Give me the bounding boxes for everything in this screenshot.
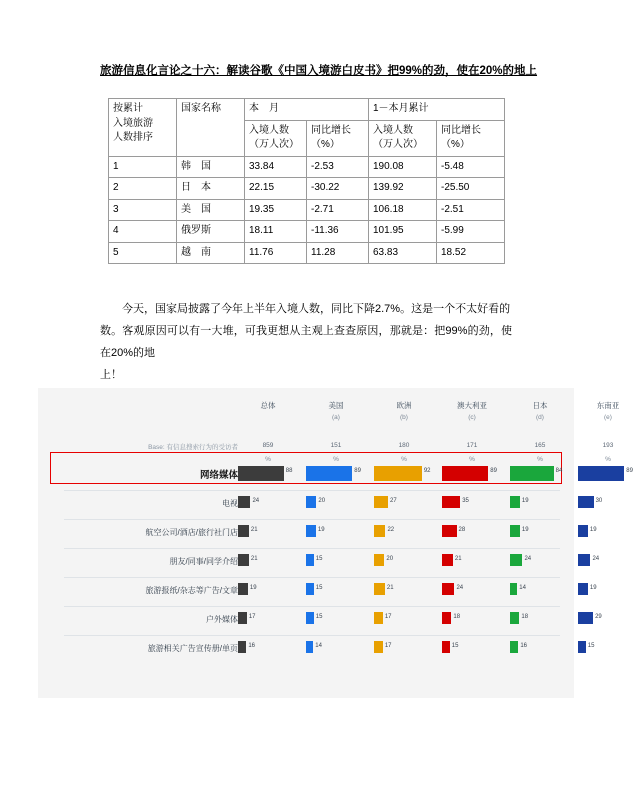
chart-bar — [238, 583, 257, 595]
header-current-month: 本 月 — [245, 99, 369, 121]
cell-cur-people: 19.35 — [245, 199, 307, 221]
chart-bar — [238, 641, 255, 653]
table-row — [109, 156, 505, 178]
cell-country: 日 本 — [177, 178, 245, 200]
chart-row-label: 网络媒体 — [199, 470, 238, 481]
paragraph-line-2: 数。客观原因可以有一大堆，可我更想从主观上查查原因，那就是：把99%的劲，使在20%的地 — [100, 325, 512, 359]
chart-bar — [238, 554, 258, 566]
chart-bar — [374, 554, 394, 566]
cell-rank: 1 — [109, 156, 177, 178]
chart-bar — [238, 612, 256, 624]
chart-unit-label: % — [469, 456, 475, 463]
chart-bar — [374, 641, 392, 653]
chart-row-divider — [64, 606, 560, 607]
subheader-cur-growth: 同比增长 （%） — [307, 120, 369, 156]
cell-cum-people: 101.95 — [369, 221, 437, 243]
chart-row-divider — [64, 548, 560, 549]
chart-bar — [510, 525, 529, 537]
chart-bar-value: 35 — [462, 498, 469, 504]
chart-column-header: 东南亚 — [596, 401, 620, 410]
cell-rank: 2 — [109, 178, 177, 200]
survey-chart-figure — [38, 388, 633, 698]
chart-column-header: 欧洲 — [396, 401, 412, 410]
chart-bar — [510, 612, 529, 624]
cell-cum-growth: -5.99 — [437, 221, 505, 243]
cell-cum-people: 139.92 — [369, 178, 437, 200]
chart-bar-value: 88 — [285, 468, 293, 474]
chart-bar-value: 84 — [555, 468, 563, 474]
chart-bar — [578, 466, 633, 481]
chart-row-label: 户外媒体 — [206, 615, 238, 624]
cell-cum-people: 190.08 — [369, 156, 437, 178]
chart-bar — [238, 466, 293, 481]
chart-bar-value: 15 — [315, 556, 323, 562]
chart-column-header: 日本 — [532, 401, 548, 410]
subheader-cur-people: 入境人数 （万人次） — [245, 120, 307, 156]
chart-bar-value: 19 — [521, 498, 529, 504]
cell-cum-growth: -2.51 — [437, 199, 505, 221]
chart-base-value: 180 — [398, 442, 410, 449]
table-header-row — [109, 99, 505, 121]
header-country: 国家名称 — [177, 99, 245, 157]
chart-bar-value: 17 — [248, 614, 256, 620]
page-title: 旅游信息化言论之十六：解读谷歌《中国入境游白皮书》把99%的劲，使在20%的地上 — [100, 65, 538, 77]
cell-cur-growth: 11.28 — [307, 242, 369, 264]
cell-cur-people: 11.76 — [245, 242, 307, 264]
chart-bar — [374, 496, 397, 508]
chart-bar-value: 15 — [315, 585, 323, 591]
chart-bar-value: 19 — [249, 585, 257, 591]
chart-bar-value: 21 — [250, 527, 258, 533]
chart-unit-label: % — [333, 456, 339, 463]
chart-row-divider — [64, 519, 560, 520]
chart-bar-value: 24 — [524, 556, 532, 562]
chart-bar-value: 24 — [456, 585, 464, 591]
header-rank: 按累计 入境旅游 人数排序 — [109, 99, 177, 157]
chart-bar-value: 89 — [354, 468, 361, 474]
chart-bar-value: 14 — [519, 585, 526, 591]
chart-base-label: Base: 有信息搜索行为的受访者 — [148, 444, 238, 451]
chart-base-value: 859 — [262, 442, 274, 449]
chart-bar-value: 29 — [595, 614, 602, 620]
chart-base-value: 193 — [602, 442, 614, 449]
cell-cum-growth: -5.48 — [437, 156, 505, 178]
cell-rank: 3 — [109, 199, 177, 221]
chart-bar — [238, 525, 258, 537]
chart-row-label: 航空公司/酒店/旅行社门店 — [145, 528, 238, 537]
cell-cur-people: 18.11 — [245, 221, 307, 243]
chart-row-label: 旅游报纸/杂志等广告/文章 — [145, 586, 238, 595]
cell-country: 俄罗斯 — [177, 221, 245, 243]
chart-column-header: 澳大利亚 — [457, 401, 487, 410]
chart-bar — [374, 466, 431, 481]
chart-unit-label: % — [605, 456, 611, 463]
cell-cur-growth: -2.71 — [307, 199, 369, 221]
cell-rank: 5 — [109, 242, 177, 264]
cell-cur-growth: -2.53 — [307, 156, 369, 178]
chart-canvas — [38, 388, 633, 698]
table-row — [109, 178, 505, 200]
chart-bar — [374, 583, 394, 595]
chart-bar-value: 89 — [490, 468, 497, 474]
chart-bar — [578, 612, 602, 624]
chart-bar — [578, 641, 595, 653]
chart-bar — [442, 554, 462, 566]
chart-bar — [374, 612, 392, 624]
chart-bar — [238, 496, 260, 508]
chart-bar-value: 19 — [589, 585, 597, 591]
cell-cur-people: 33.84 — [245, 156, 307, 178]
chart-bar-value: 16 — [248, 643, 255, 649]
chart-row-divider — [64, 577, 560, 578]
cell-cur-growth: -30.22 — [307, 178, 369, 200]
chart-bar — [442, 583, 464, 595]
chart-bar — [510, 641, 527, 653]
chart-base-value: 165 — [534, 442, 546, 449]
chart-bar — [510, 554, 532, 566]
chart-bar-value: 15 — [315, 614, 323, 620]
chart-bar-value: 20 — [386, 556, 394, 562]
chart-bar-value: 24 — [592, 556, 600, 562]
chart-base-value: 151 — [330, 442, 342, 449]
chart-bar — [578, 525, 597, 537]
chart-bar — [306, 583, 323, 595]
chart-bar-value: 16 — [520, 643, 527, 649]
table-row — [109, 242, 505, 264]
subheader-cum-growth: 同比增长 （%） — [437, 120, 505, 156]
chart-bar-value: 24 — [252, 498, 260, 504]
chart-bar-value: 17 — [384, 643, 392, 649]
chart-bar — [510, 466, 563, 481]
chart-bar — [442, 466, 497, 481]
chart-bar-value: 21 — [250, 556, 258, 562]
chart-bar — [306, 496, 326, 508]
chart-bar — [306, 612, 323, 624]
paragraph-line-1: 今天，国家局披露了今年上半年入境人数，同比下降2.7%。这是一个不太好看的 — [122, 303, 511, 315]
chart-base-value: 171 — [466, 442, 478, 449]
chart-column-code: (a) — [332, 414, 340, 421]
chart-bar-value: 89 — [626, 468, 633, 474]
chart-column-code: (e) — [604, 414, 612, 421]
chart-bar-value: 30 — [595, 498, 603, 504]
chart-bar-value: 15 — [587, 643, 595, 649]
cell-rank: 4 — [109, 221, 177, 243]
chart-bar-value: 17 — [384, 614, 392, 620]
chart-bar — [442, 612, 461, 624]
chart-row-label: 旅游相关广告宣传册/单页 — [147, 644, 238, 653]
chart-bar — [306, 525, 325, 537]
chart-unit-label: % — [401, 456, 407, 463]
chart-unit-label: % — [265, 456, 271, 463]
chart-bar-value: 92 — [423, 468, 431, 474]
body-paragraph — [100, 298, 512, 386]
cell-cum-people: 106.18 — [369, 199, 437, 221]
chart-bar-value: 19 — [521, 527, 529, 533]
table-row — [109, 221, 505, 243]
chart-bar — [578, 496, 603, 508]
chart-column-header: 总体 — [260, 401, 276, 410]
chart-bar — [442, 496, 469, 508]
cell-cum-people: 63.83 — [369, 242, 437, 264]
chart-bar-value: 27 — [390, 498, 397, 504]
chart-bar — [442, 641, 459, 653]
chart-bar-value: 18 — [453, 614, 461, 620]
table-row — [109, 199, 505, 221]
chart-bar-value: 14 — [315, 643, 322, 649]
cell-country: 韩 国 — [177, 156, 245, 178]
chart-column-code: (d) — [536, 414, 544, 421]
chart-column-code: (b) — [400, 414, 408, 421]
subheader-cum-people: 入境人数 （万人次） — [369, 120, 437, 156]
chart-bar — [306, 554, 323, 566]
statistics-table — [108, 98, 504, 264]
chart-bar — [510, 583, 526, 595]
chart-bar — [306, 641, 322, 653]
chart-bar-value: 19 — [317, 527, 325, 533]
chart-row-label: 电视 — [222, 499, 238, 508]
chart-row-divider — [64, 490, 560, 491]
cell-country: 美 国 — [177, 199, 245, 221]
cell-country: 越 南 — [177, 242, 245, 264]
paragraph-line-3: 上！ — [100, 369, 122, 381]
chart-bar — [578, 583, 597, 595]
chart-bar-value: 28 — [458, 527, 466, 533]
chart-bar — [442, 525, 466, 537]
cell-cur-growth: -11.36 — [307, 221, 369, 243]
chart-bar-value: 19 — [589, 527, 597, 533]
chart-row-label: 朋友/同事/同学介绍 — [169, 557, 238, 566]
chart-bar-value: 20 — [318, 498, 326, 504]
chart-bar — [374, 525, 395, 537]
chart-bar-value: 21 — [386, 585, 394, 591]
chart-bar-value: 15 — [451, 643, 459, 649]
cell-cur-people: 22.15 — [245, 178, 307, 200]
header-cumulative: 1－本月累计 — [369, 99, 505, 121]
chart-bar — [306, 466, 361, 481]
chart-bar — [510, 496, 529, 508]
chart-row-divider — [64, 635, 560, 636]
chart-unit-label: % — [537, 456, 543, 463]
chart-bar-value: 22 — [387, 527, 395, 533]
chart-column-header: 美国 — [328, 401, 344, 410]
cell-cum-growth: -25.50 — [437, 178, 505, 200]
chart-bar-value: 18 — [521, 614, 529, 620]
cell-cum-growth: 18.52 — [437, 242, 505, 264]
chart-bar-value: 21 — [454, 556, 462, 562]
chart-column-code: (c) — [468, 414, 476, 421]
chart-bar — [578, 554, 600, 566]
